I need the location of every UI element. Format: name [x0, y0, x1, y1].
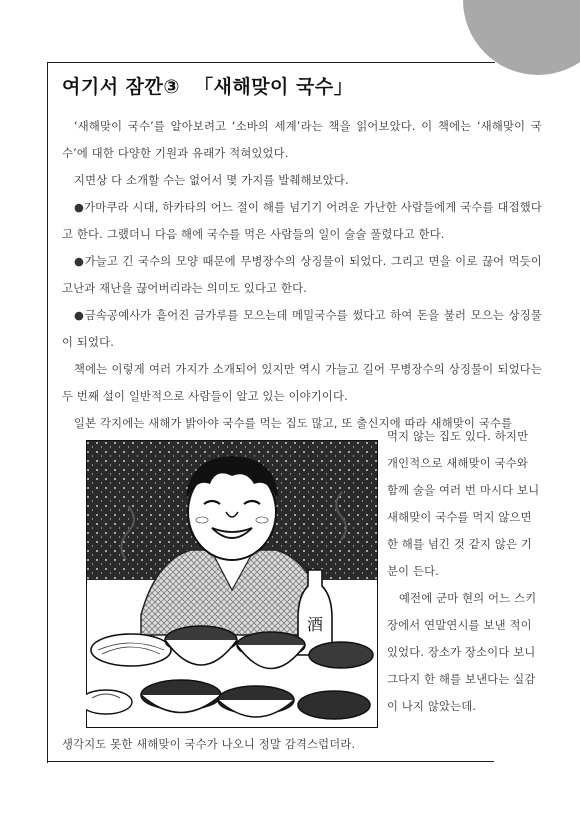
- noodle-bowl-6: [298, 691, 370, 719]
- noodle-basket-left: [91, 634, 171, 666]
- paragraph-summary: 책에는 이렇게 여러 가지가 소개되어 있지만 역시 가늘고 길어 무병장수의 상징물이 되었다는 두 번째 설이 일반적으로 사람들이 알고 있는 이야기이다.: [62, 363, 542, 403]
- frame-bottom-rule: [47, 761, 494, 762]
- body-text-bottom: [62, 731, 542, 758]
- tempura-plate: [86, 690, 132, 714]
- body-text-top: [62, 113, 542, 437]
- section-title: [62, 72, 482, 104]
- paragraph-closing: 생각지도 못한 새해맞이 국수가 나오니 정말 감격스럽더라.: [62, 738, 356, 751]
- noodle-bowl-3: [309, 642, 373, 668]
- paragraph-regional-start: 일본 각지에는 새해가 밝아야 국수를 먹는 집도 많고, 또 출신지에 따라 새해맞이 국수를: [74, 417, 513, 430]
- sake-bottle-label: 酒: [306, 615, 324, 634]
- bullet-origin-1: ●가마쿠라 시대, 하카타의 어느 절이 해를 넘기기 어려운 가난한 사람들에게 국수를 대접했다고 한다. 그랬더니 다음 해에 국수를 먹은 사람들의 일이 술술 풀렸다고 한다.: [62, 201, 542, 241]
- paragraph-regional-side: 먹지 않는 집도 있다. 하지만 개인적으로 새해맞이 국수와 함께 술을 여러 번 마시다 보니 새해맞이 국수를 먹지 않으면 한 해를 넘긴 것 같지 않은 기분이 든다.: [387, 430, 540, 578]
- paragraph-intro: ‘새해맞이 국수’를 알아보려고 ‘소바의 세계’라는 책을 읽어보았다. 이 책에는 ‘새해맞이 국수’에 대한 다양한 기원과 유래가 적혀있었다.: [62, 120, 542, 160]
- paragraph-excerpt-note: 지면상 다 소개할 수는 없어서 몇 가지를 발췌해보았다.: [74, 174, 349, 187]
- manga-illustration: [86, 440, 378, 728]
- paragraph-ski-resort: 예전에 군마 현의 어느 스키장에서 연말연시를 보낸 적이 있었다. 장소가 장소이다 보니 그다지 한 해를 보낸다는 실감이 나지 않았는데.: [387, 592, 537, 713]
- bullet-origin-2: ●가늘고 긴 국수의 모양 때문에 무병장수의 상징물이 되었다. 그리고 면을 이로 끊어 먹듯이 고난과 재난을 끊어버리라는 의미도 있다고 한다.: [62, 255, 542, 295]
- title-prefix: 여기서 잠깐③: [62, 76, 180, 98]
- title-main: 「새해맞이 국수」: [193, 76, 354, 98]
- body-text-side: [387, 423, 542, 720]
- bullet-origin-3: ●금속공예사가 흩어진 금가루를 모으는데 메밀국수를 썼다고 하여 돈을 불러 모으는 상징물이 되었다.: [62, 309, 542, 349]
